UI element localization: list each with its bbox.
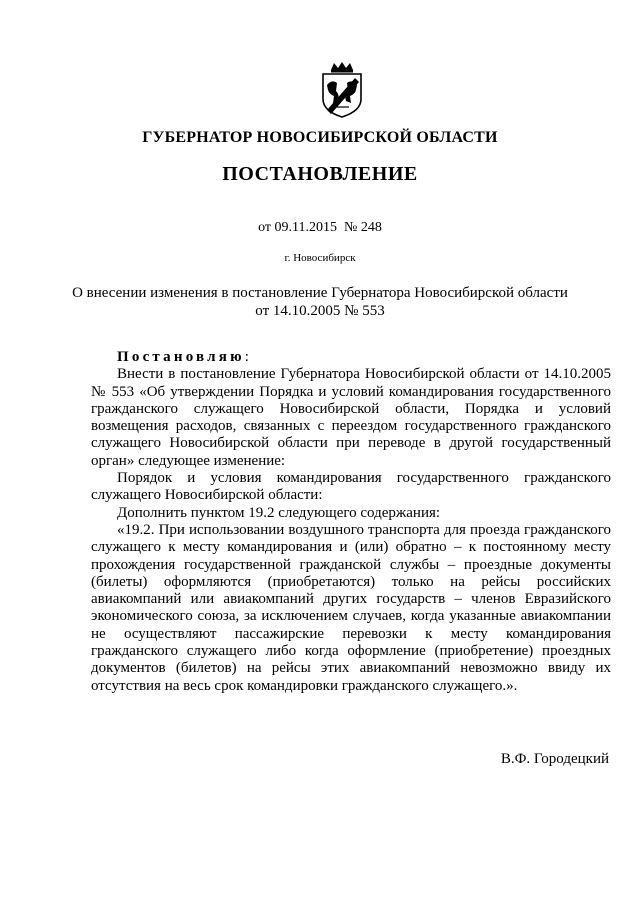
novosibirsk-coat-of-arms-icon xyxy=(317,61,367,119)
subject-line: О внесении изменения в постановление Губернатора Новосибирской области xyxy=(72,285,568,301)
document-date: 09.11.2015 xyxy=(274,220,338,235)
paragraph: Дополнить пунктом 19.2 следующего содержания: xyxy=(117,504,441,521)
date-prefix: от xyxy=(258,220,272,235)
paragraph: «19.2. При использовании воздушного транспорта для проезда гражданского служащего к месту командирования и (или) обратно – к постоянному месту прохождения государственной гражданской службы – проездные документы (билеты) оформляются (приобретаются) только на рейсы российских авиакомпаний или авиакомпаний других государств – членов Евразийского экономического союза, за исключением случаев, когда указанные авиакомпании не осуществляют пассажирские перевозки к месту командирования гражданского служащего либо когда оформление (приобретение) проездных документов (билетов) на рейсы этих авиакомпаний невозможно ввиду их отсутствия на весь срок командировки гражданского служащего.». xyxy=(91,521,611,694)
issuing-authority: ГУБЕРНАТОР НОВОСИБИРСКОЙ ОБЛАСТИ xyxy=(142,129,498,146)
decree-word: Постановляю xyxy=(117,349,245,365)
paragraph: Порядок и условия командирования государственного гражданского служащего Новосибирской области: xyxy=(91,470,611,504)
city: г. Новосибирск xyxy=(284,252,356,264)
decree-heading xyxy=(91,349,611,366)
document-subject xyxy=(0,284,640,320)
decree-colon: : xyxy=(244,349,249,365)
date-number-line xyxy=(0,220,640,236)
document-type: ПОСТАНОВЛЕНИЕ xyxy=(222,163,418,185)
document-body xyxy=(91,349,611,695)
number-prefix: № xyxy=(344,220,358,235)
paragraph: Внести в постановление Губернатора Новосибирской области от 14.10.2005 № 553 «Об утверждении Порядка и условий командирования государственного гражданского служащего Новосибирской области, Порядка и условий возмещения расходов, связанных с переездом государственного гражданского служащего Новосибирской области при переводе в другой государственный орган» следующее изменение: xyxy=(91,366,611,469)
subject-line: от 14.10.2005 № 553 xyxy=(255,303,385,319)
document-number: 248 xyxy=(360,220,382,235)
signature: В.Ф. Городецкий xyxy=(500,751,609,767)
